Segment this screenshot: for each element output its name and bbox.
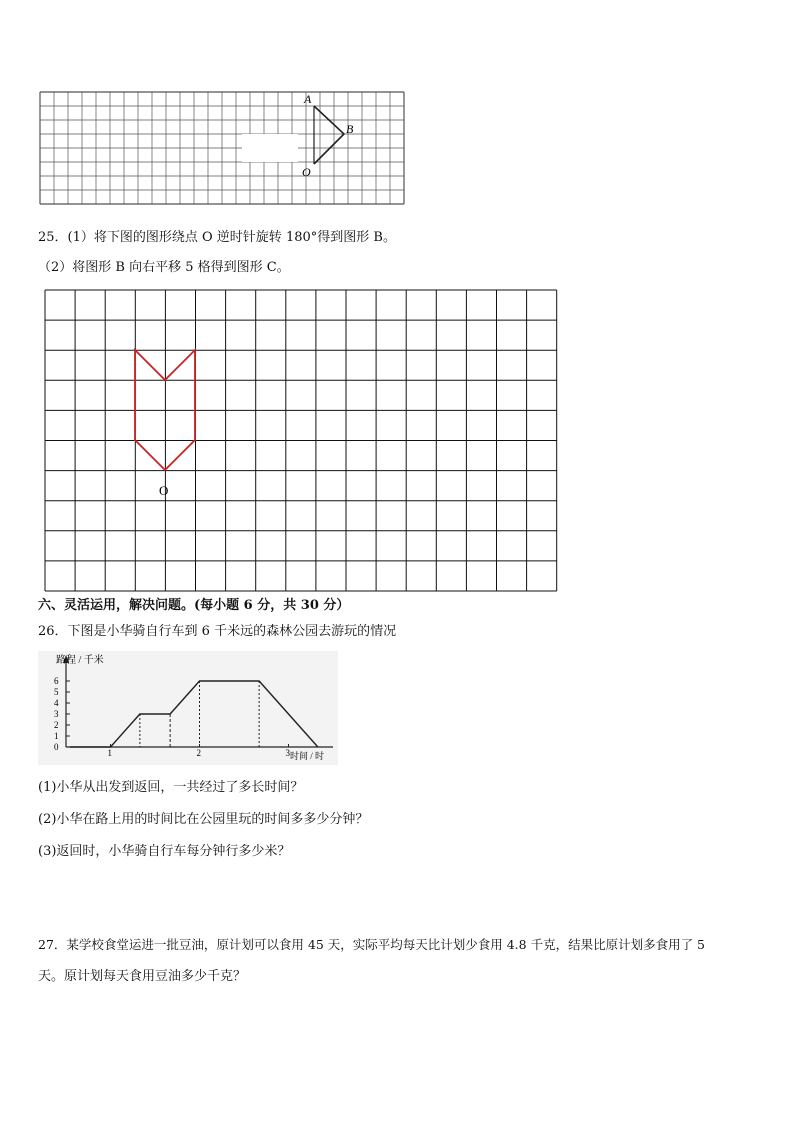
x-tick-label: 3 xyxy=(285,748,290,758)
q26-intro: 26．下图是小华骑自行车到 6 千米远的森林公园去游玩的情况 xyxy=(38,624,397,639)
label-o: O xyxy=(302,165,311,179)
q27-line1: 27．某学校食堂运进一批豆油，原计划可以食用 45 天，实际平均每天比计划少食用 4.8 千克，结果比原计划多食用了 5 xyxy=(38,937,706,952)
top-grid-figure xyxy=(38,88,408,214)
q25-point-o: O xyxy=(159,483,169,498)
q27-line2: 天。原计划每天食用豆油多少千克？ xyxy=(38,969,247,984)
y-tick-label: 4 xyxy=(54,698,59,708)
x-tick-label: 1 xyxy=(107,748,112,758)
y-tick-label: 3 xyxy=(54,709,59,719)
label-a: A xyxy=(304,92,312,106)
q25-line1: 25．(1）将下图的图形绕点 O 逆时针旋转 180°得到图形 B。 xyxy=(38,230,396,245)
triangle-aob xyxy=(314,106,344,164)
chart-ylabel: 路程 / 千米 xyxy=(56,655,104,666)
q26-chart xyxy=(38,651,338,765)
top-grid xyxy=(40,92,404,204)
label-b: B xyxy=(346,122,354,136)
q25-grid-figure xyxy=(40,288,564,598)
q25-grid xyxy=(45,290,557,591)
q26-sub3: (3)返回时，小华骑自行车每分钟行多少米？ xyxy=(38,844,291,859)
chart-xlabel: 时间 / 时 xyxy=(290,751,325,761)
y-tick-label: 2 xyxy=(54,720,59,730)
q26-sub2: (2)小华在路上用的时间比在公园里玩的时间多多少分钟？ xyxy=(38,812,369,827)
grid-blank-patch xyxy=(242,134,298,162)
y-tick-label: 5 xyxy=(54,687,59,697)
y-tick-label: 0 xyxy=(54,742,59,752)
chart-background xyxy=(38,651,338,765)
section6-heading: 六、灵活运用，解决问题。(每小题 6 分，共 30 分） xyxy=(38,598,350,613)
q26-sub1: (1)小华从出发到返回，一共经过了多长时间？ xyxy=(38,780,304,795)
x-tick-label: 2 xyxy=(196,748,201,758)
y-tick-label: 6 xyxy=(54,676,59,686)
y-tick-label: 1 xyxy=(54,731,59,741)
q25-line2: （2）将图形 B 向右平移 5 格得到图形 C。 xyxy=(38,260,290,275)
